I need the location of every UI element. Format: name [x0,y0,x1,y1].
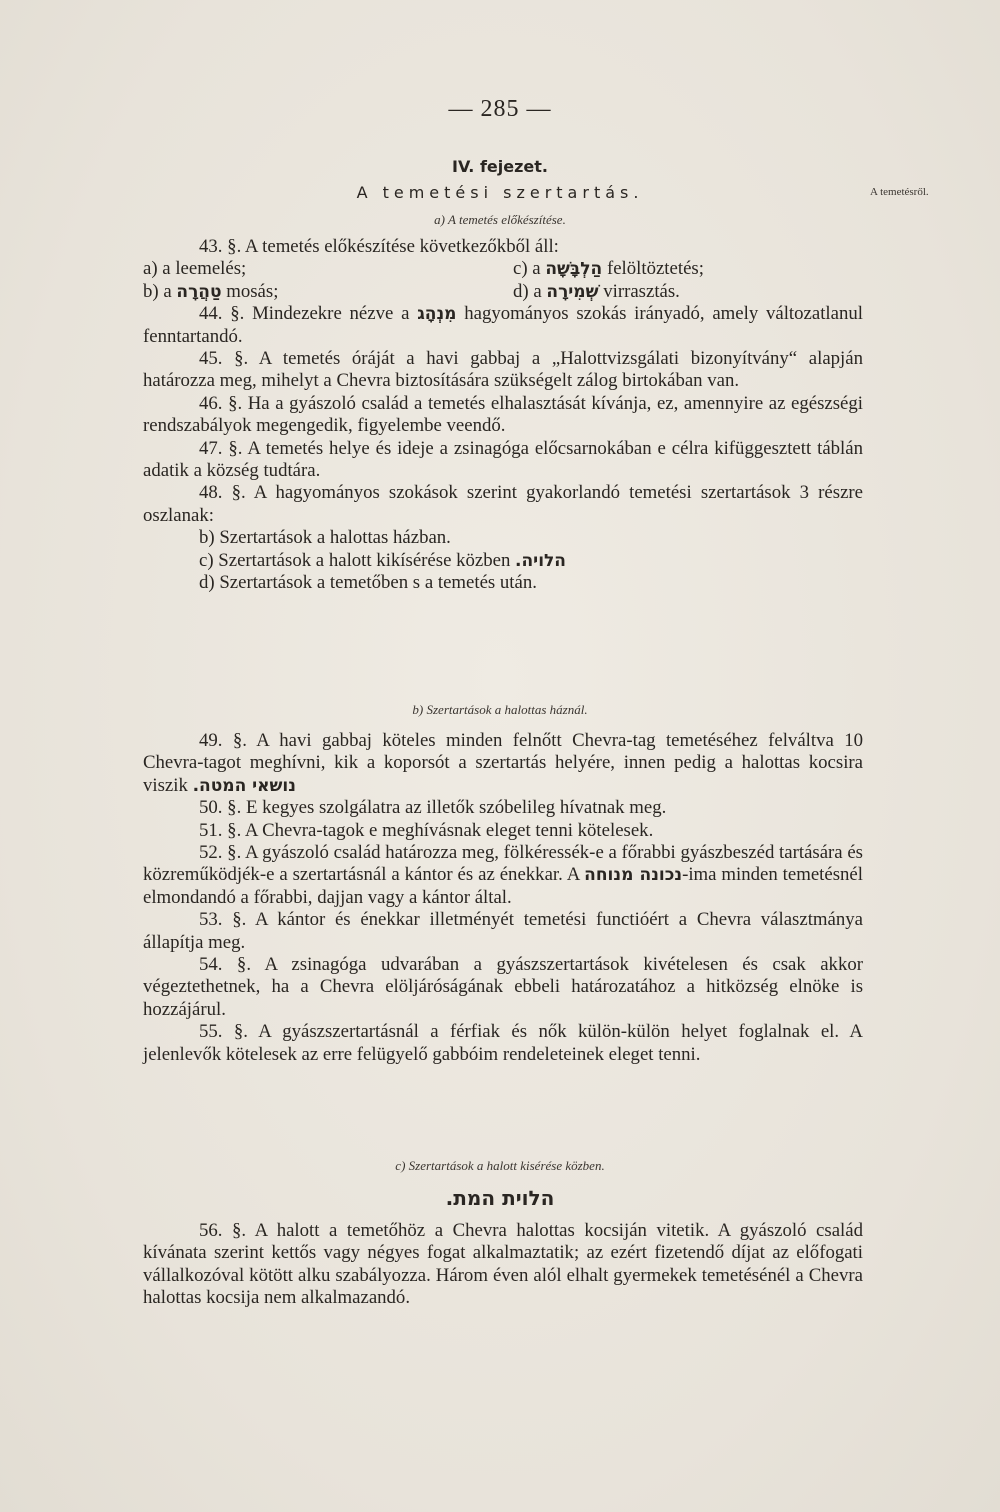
hebrew-term: נכונה מנוחה [584,865,683,886]
margin-note: A temetésről. [870,186,929,198]
list-item-48b: b) Szertartások a halottas házban. [199,527,451,549]
paragraph-51: 51. §. A Chevra-tagok e meghívásnak eleget tenni kötelesek. [199,819,654,841]
hebrew-heading: הלוית המת. [445,1186,555,1210]
list-row-b-d [143,281,863,303]
paragraph-49: 49. §. A havi gabbaj köteles minden felnőtt Chevra-tag temetéséhez felváltva 10 Chevra-tagot meghívni, kik a koporsót a szertartás helyére, innen pedig a halottas kocsira viszik נושאי המטה. [143,730,863,796]
paragraph-55: 55. §. A gyászszertartásnál a férfiak és nők külön-külön helyet foglalnak el. A jelenlevők kötelesek az erre felügyelő gabbóim rendeleteinek eleget tenni. [143,1021,863,1065]
hebrew-term: טַהֲרָה [176,281,222,302]
paragraph-47: 47. §. A temetés helye és ideje a zsinagóga előcsarnokában e célra kifüggesztett táblán adatik a község tudtára. [143,437,863,482]
section-b-text [143,730,863,1066]
paragraph-46: 46. §. Ha a gyászoló család a temetés elhalasztását kívánja, ez, amennyire az egészségi rendszabályok megengedik, figyelembe veendő. [143,392,863,437]
chapter-title: A temetési szertartás. [356,183,644,202]
hebrew-term: הלויה. [515,550,566,571]
paragraph-56: 56. §. A halott a temetőhöz a Chevra halottas kocsiján vitetik. A gyászoló család kívánata szerint kettős vagy négyes fogat alkalmaztatik; az ezért fizetendő díjat az előfogati vállalkozóval kötött alku szabályozza. Három éven alól elhalt gyermekek temetésénél a Chevra halottas kocsija nem alkalmazandó. [143,1220,863,1309]
subtitle-b: b) Szertartások a halottas háznál. [412,702,588,717]
paragraph-54: 54. §. A zsinagóga udvarában a gyászszertartások kivételesen és csak akkor végeztethetnek, ha a Chevra elöljáróságának ebbeli határozatához a hitközség elnöke is hozzájárul. [143,954,863,1020]
paragraph-45: 45. §. A temetés óráját a havi gabbaj a „Halottvizsgálati bizonyítvány“ alapján határozza meg, mihelyt a Chevra biztosítására szükségelt zálog birtokában van. [143,348,863,392]
subtitle-c: c) Szertartások a halott kisérése közben. [395,1158,605,1173]
list-row-a-c [143,258,863,280]
subtitle-a: a) A temetés előkészítése. [434,212,566,227]
list-item-a: a) a leemelés; [143,258,247,280]
list-item-b: b) a טַהֲרָה mosás; [143,280,279,302]
list-item-48d: d) Szertartások a temetőben s a temetés után. [199,572,537,594]
paragraph-52: 52. §. A gyászoló család határozza meg, fölkéressék-e a főrabbi gyászbeszéd tartására és közreműködjék-e a szertartásnál a kántor és az énekkar. A נכונה מנוחה-ima minden temetésnél elmondandó a főrabbi, dajjan vagy a kántor által. [143,842,863,908]
hebrew-term: נושאי המטה. [192,775,296,796]
paragraph-43: 43. §. A temetés előkészítése következőkből áll: [199,236,559,257]
hebrew-term: מִנְהָג [417,304,457,325]
paragraph-48: 48. §. A hagyományos szokások szerint gyakorlandó temetési szertartások 3 részre oszlanak: [143,482,863,526]
hebrew-term: הַלְבָּשָׁה [545,259,603,280]
paragraph-53: 53. §. A kántor és énekkar illetményét temetési functióért a Chevra választmánya állapítja meg. [143,909,863,953]
paragraph-50: 50. §. E kegyes szolgálatra az illetők szóbelileg hívatnak meg. [199,797,667,819]
list-item-d: d) a שְׁמִירָה virrasztás. [513,280,680,302]
page-number: — 285 — [448,96,552,122]
paragraph-44: 44. §. Mindezekre nézve a מִנְהָג hagyományos szokás irányadó, amely változatlanul fenntartandó. [143,303,863,347]
chapter-heading: IV. fejezet. [452,157,548,176]
list-item-c: c) a הַלְבָּשָׁה felöltöztetés; [513,258,704,280]
list-item-48c: c) Szertartások a halott kikísérése közben הלויה. [199,549,566,571]
hebrew-term: שְׁמִירָה [546,281,599,302]
section-c-text [143,1220,863,1310]
section-a-text [143,236,863,595]
